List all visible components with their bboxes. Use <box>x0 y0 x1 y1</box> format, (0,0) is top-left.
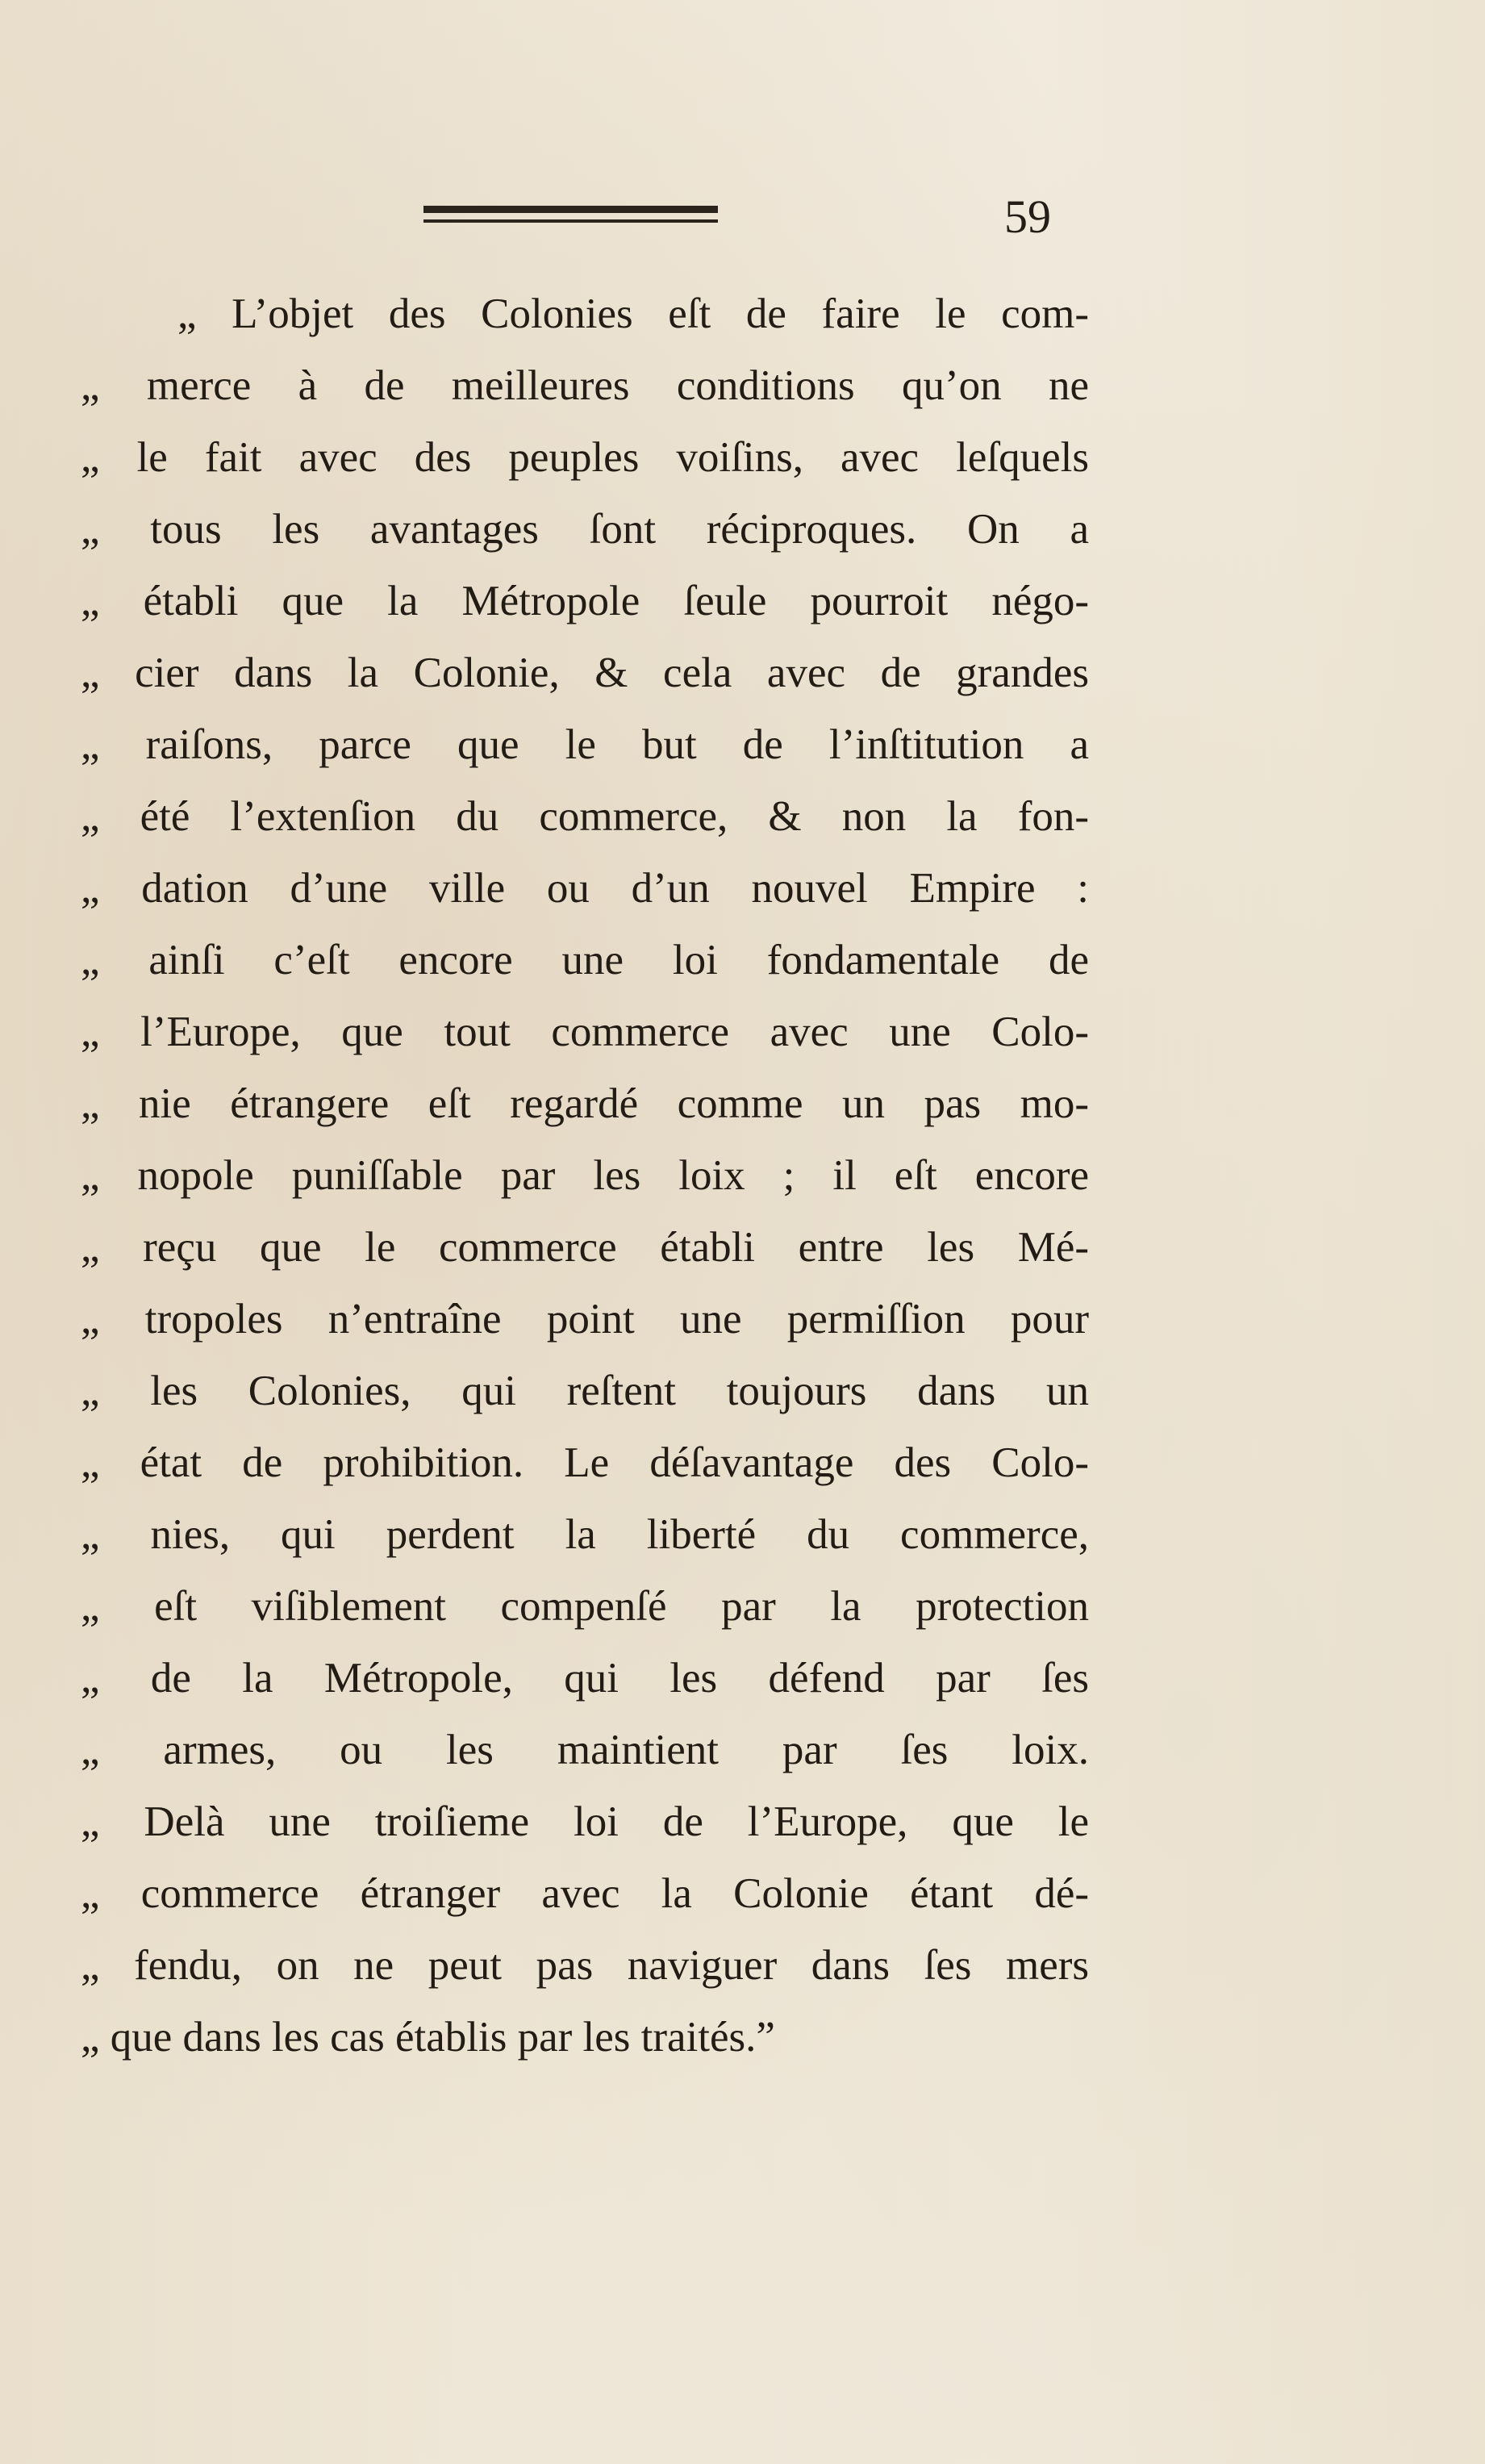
text-line: „ tous les avantages ſont réciproques. On a <box>81 506 1089 553</box>
text-line: „ nopole puniſſable par les loix ; il eſt encore <box>81 1152 1089 1199</box>
text-line: „ reçu que le commerce établi entre les Mé- <box>81 1224 1089 1271</box>
text-line: „ L’objet des Colonies eſt de faire le com- <box>177 290 1089 337</box>
header-rule-thin-line <box>423 219 718 223</box>
text-line: „ nies, qui perdent la liberté du commerce, <box>81 1511 1089 1558</box>
text-line: „ le fait avec des peuples voiſins, avec leſquels <box>81 434 1089 481</box>
text-line: „ eſt viſiblement compenſé par la protection <box>81 1583 1089 1630</box>
text-line: „ armes, ou les maintient par ſes loix. <box>81 1727 1089 1773</box>
text-line: „ tropoles n’entraîne point une permiſſion pour <box>81 1296 1089 1343</box>
text-line: „ nie étrangere eſt regardé comme un pas mo- <box>81 1080 1089 1127</box>
text-line: „ cier dans la Colonie, & cela avec de grandes <box>81 649 1089 696</box>
text-line: „ établi que la Métropole ſeule pourroit négo- <box>81 578 1089 624</box>
text-line: „ dation d’une ville ou d’un nouvel Empire : <box>81 865 1089 912</box>
text-line: „ état de prohibition. Le déſavantage des Colo- <box>81 1439 1089 1486</box>
text-line: „ merce à de meilleures conditions qu’on ne <box>81 362 1089 409</box>
page-number: 59 <box>1004 190 1051 243</box>
text-line: „ que dans les cas établis par les traités.” <box>81 2014 775 2061</box>
text-line: „ raiſons, parce que le but de l’inſtitution a <box>81 721 1089 768</box>
header-rule-thick-line <box>423 206 718 213</box>
text-line: „ ainſi c’eſt encore une loi fondamentale de <box>81 937 1089 984</box>
text-line: „ l’Europe, que tout commerce avec une Colo- <box>81 1009 1089 1055</box>
header-rule <box>423 206 718 228</box>
text-line: „ de la Métropole, qui les défend par ſes <box>81 1655 1089 1702</box>
text-line: „ fendu, on ne peut pas naviguer dans ſes mers <box>81 1942 1089 1989</box>
text-line: „ été l’extenſion du commerce, & non la fon- <box>81 793 1089 840</box>
text-line: „ commerce étranger avec la Colonie étant dé- <box>81 1870 1089 1917</box>
text-line: „ Delà une troiſieme loi de l’Europe, que le <box>81 1798 1089 1845</box>
body-text <box>81 278 1089 2074</box>
text-line: „ les Colonies, qui reſtent toujours dans un <box>81 1368 1089 1414</box>
